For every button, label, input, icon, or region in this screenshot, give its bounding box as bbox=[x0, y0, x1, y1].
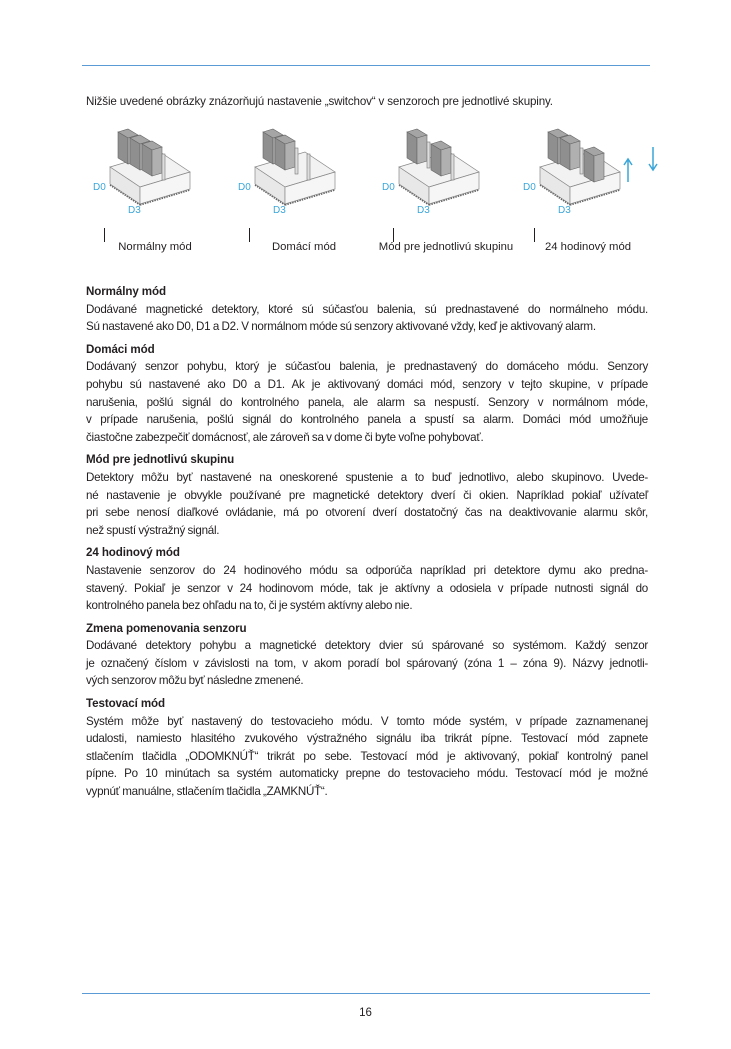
section-text-line: je označený číslom v závislosti na tom, v akom poradí bol spárovaný (zóna 1 – zóna 9). Názvy jednotli- bbox=[86, 656, 648, 670]
section-text-line: né nastavenie je obvykle používané pre magnetické detektory dverí či okien. Napríklad pokiaľ užívateľ bbox=[86, 488, 648, 502]
up-arrow-icon bbox=[624, 159, 632, 182]
callout-line bbox=[534, 228, 535, 242]
section-text-line: čiastočne zabezpečiť domácnosť, ale zároveň sa v dome či byte voľne pohybovať. bbox=[86, 430, 484, 444]
dip-switch-diagram bbox=[518, 112, 668, 222]
section-text-line: udalosti, namiesto hlasitého zvukového výstražného signálu iba trikrát pípne. Testovací mód zapnete bbox=[86, 732, 648, 746]
callout-line bbox=[393, 228, 394, 242]
d0-label: D0 bbox=[523, 182, 536, 193]
section-title: Testovací mód bbox=[86, 697, 166, 711]
section bbox=[86, 341, 648, 447]
section-text-line: stavený. Pokiaľ je senzor v 24 hodinovom móde, tak je aktívny a odosiela v prípade nutnosti signál do bbox=[86, 581, 648, 595]
section bbox=[86, 695, 648, 801]
section-text-line: Sú nastavené ako D0, D1 a D2. V normálnom móde sú senzory aktivované vždy, keď je aktivovaný alarm. bbox=[86, 320, 596, 334]
section-text-line: pri sebe nenosí diaľkové ovládanie, má po otvorení dverí dostatočný čas na deaktivovanie alarmu skôr, bbox=[86, 506, 648, 520]
section-text-line: stlačením tlačidla „ODOMKNÚŤ“ trikrát po sebe. Testovací mód je aktivovaný, pokiaľ kontrolný panel bbox=[86, 749, 648, 763]
header-rule bbox=[82, 65, 650, 66]
callout-line bbox=[249, 228, 250, 242]
section-title: Zmena pomenovania senzoru bbox=[86, 621, 247, 635]
dip-switch-diagram bbox=[233, 112, 383, 222]
section-text-line: Dodávané detektory pohybu a magnetické detektory dvier sú spárované so systémom. Každý senzor bbox=[86, 639, 648, 653]
footer-rule bbox=[82, 993, 650, 994]
section-title: Normálny mód bbox=[86, 285, 166, 298]
section bbox=[86, 620, 648, 690]
section-text-line: vypnúť manuálne, stlačením tlačidla „ZAMKNÚŤ“. bbox=[86, 785, 328, 799]
diagram-label: Mód pre jednotlivú skupinu bbox=[378, 241, 514, 253]
section-text-line: Dodávané magnetické detektory, ktoré sú súčasťou balenia, sú prednastavené do normálneho módu. bbox=[86, 302, 648, 316]
d0-label: D0 bbox=[238, 182, 251, 193]
section-text-line: Dodávaný senzor pohybu, ktorý je súčasťou balenia, je prednastavený do domáceho módu. Senzory bbox=[86, 360, 648, 374]
dip-switch-diagram bbox=[88, 112, 238, 222]
section bbox=[86, 283, 648, 336]
section bbox=[86, 451, 648, 539]
section-text-line: než spustí výstražný signál. bbox=[86, 523, 220, 537]
d3-label: D3 bbox=[128, 205, 141, 216]
dip-switch-diagram bbox=[377, 112, 527, 222]
section-text-line: vých senzorov môžu byť následne zmenené. bbox=[86, 674, 304, 688]
section-text-line: Detektory môžu byť nastavené na oneskorené spustenie a to buď jednotlivo, alebo skupinovo. Uvede- bbox=[86, 470, 648, 484]
section-text-line: Systém môže byť nastavený do testovacieho módu. V tomto móde systém, v prípade zaznamenanej bbox=[86, 714, 648, 728]
diagram-label: Normálny mód bbox=[118, 241, 192, 253]
section-text-line: v prípade narušenia, pošlú signál do kontrolného panela a spustí sa alarm. Domáci mód umožňuje bbox=[86, 413, 648, 427]
section-text-line: narušenia, pošlú signál do kontrolného panela, ale alarm sa nespustí. Senzory v normálnom móde, bbox=[86, 395, 648, 409]
section-text-line: pohybu sú nastavené ako D0 a D1. Ak je aktivovaný domáci mód, senzory v tejto skupine, v prípade bbox=[86, 377, 648, 391]
down-arrow-icon bbox=[649, 147, 657, 170]
section-text-line: kontrolného panela bez ohľadu na to, či je systém aktívny alebo nie. bbox=[86, 599, 413, 613]
d3-label: D3 bbox=[558, 205, 571, 216]
d3-label: D3 bbox=[273, 205, 286, 216]
d3-label: D3 bbox=[417, 205, 430, 216]
d0-label: D0 bbox=[382, 182, 395, 193]
diagram-label: Domácí mód bbox=[271, 241, 337, 253]
d0-label: D0 bbox=[93, 182, 106, 193]
section-title: Mód pre jednotlivú skupinu bbox=[86, 453, 235, 467]
diagram-label: 24 hodinový mód bbox=[544, 241, 632, 253]
page-number: 16 bbox=[359, 1007, 372, 1019]
intro-text: Nižšie uvedené obrázky znázorňujú nastavenie „switchov“ v senzoroch pre jednotlivé skupiny. bbox=[86, 95, 553, 108]
section-text-line: pípne. Po 10 minútach sa systém automaticky prepne do testovacieho módu. Testovací mód je možné bbox=[86, 767, 648, 781]
section-title: Domáci mód bbox=[86, 342, 155, 356]
section-title: 24 hodinový mód bbox=[86, 546, 180, 560]
section-text-line: Nastavenie senzorov do 24 hodinového módu sa odporúča napríklad pri detektore dymu ako predna- bbox=[86, 563, 648, 577]
mode-sections bbox=[86, 283, 648, 806]
section bbox=[86, 544, 648, 614]
callout-line bbox=[104, 228, 105, 242]
